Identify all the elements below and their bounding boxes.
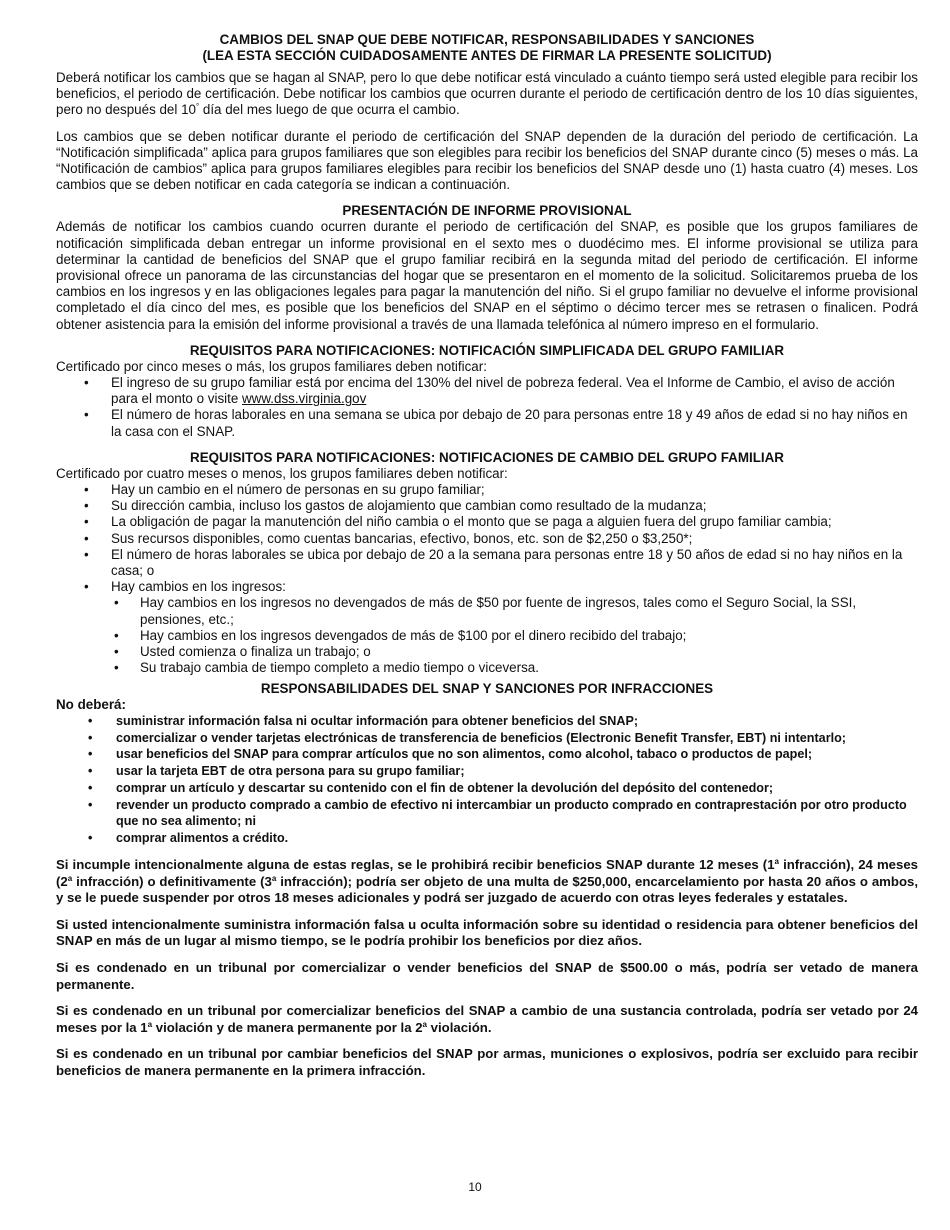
- penalty-paragraph-5: Si es condenado en un tribunal por cambiar beneficios del SNAP por armas, municiones o explosivos, podría ser excluido para recibir beneficios de manera permanente en la primera infracción.: [56, 1046, 918, 1079]
- list-item: • revender un producto comprado a cambio de efectivo ni intercambiar un producto comprado en contraprestación por otro producto que no sea alimento; ni: [56, 797, 918, 831]
- title-line-2: (LEA ESTA SECCIÓN CUIDADOSAMENTE ANTES DE FIRMAR LA PRESENTE SOLICITUD): [202, 48, 772, 63]
- penalties-lead: No deberá:: [56, 696, 126, 712]
- change-lead: Certificado por cuatro meses o menos, los grupos familiares deben notificar:: [56, 465, 508, 481]
- list-item: • suministrar información falsa ni ocultar información para obtener beneficios del SNAP;: [56, 713, 918, 730]
- document-page: [56, 32, 918, 1080]
- interim-paragraph: Además de notificar los cambios cuando ocurren durante el periodo de certificación del SNAP, es posible que los grupos familiares de notificación simplificada deban entregar un informe provisional en el sexto mes o duodécimo mes. El informe provisional se utiliza para determinar la cantidad de beneficios del SNAP que el grupo familiar recibirá en la segunda mitad del periodo de certificación. El informe provisional ofrece un panorama de las circunstancias del hogar que se presentaron en el momento de la solicitud. Solicitaremos prueba de los cambios en los ingresos y en las obligaciones legales para pagar la manutención del niño. Si el grupo familiar no devuelve el informe provisional completado el día cinco del mes, es posible que los beneficios del SNAP en el séptimo o décimo tercer mes se retrasen o finalicen. Podrá obtener asistencia para la emisión del informe provisional a través de una llamada telefónica al número impreso en el formulario.: [56, 219, 918, 332]
- list-item: • comprar un artículo y descartar su contenido con el fin de obtener la devolución del depósito del contenedor;: [56, 780, 918, 797]
- list-item: • Hay un cambio en el número de personas en su grupo familiar;: [56, 482, 918, 498]
- title-line-1: CAMBIOS DEL SNAP QUE DEBE NOTIFICAR, RESPONSABILIDADES Y SANCIONES: [219, 32, 755, 47]
- penalty-paragraph-2: Si usted intencionalmente suministra información falsa u oculta información sobre su identidad o residencia para obtener beneficios del SNAP en más de un lugar al mismo tiempo, se le podría prohibir los beneficios por diez años.: [56, 916, 918, 949]
- sublist-item: • Hay cambios en los ingresos no devengados de más de $50 por fuente de ingresos, tales como el Seguro Social, la SSI, pensiones, etc.;: [56, 595, 918, 627]
- page-title: [56, 32, 918, 64]
- list-item: • El número de horas laborales se ubica por debajo de 20 a la semana para personas entre 18 y 50 años de edad si no hay niños en la casa; o: [56, 547, 918, 579]
- prohibited-list: [56, 713, 918, 847]
- intro-paragraph-1: Deberá notificar los cambios que se hagan al SNAP, pero lo que debe notificar está vinculado a cuánto tiempo será usted elegible para recibir los beneficios, el periodo de certificación. Debe notificar los cambios que ocurren durante el periodo de certificación dentro de los 10 días siguientes, pero no después del 10° día del mes luego de que ocurra el cambio.: [56, 70, 918, 118]
- list-item: • usar la tarjeta EBT de otra persona para su grupo familiar;: [56, 763, 918, 780]
- sublist-item: • Su trabajo cambia de tiempo completo a medio tiempo o viceversa.: [56, 660, 918, 676]
- sublist-item: • Hay cambios en los ingresos devengados de más de $100 por el dinero recibido del trabajo;: [56, 628, 918, 644]
- list-item: • comercializar o vender tarjetas electrónicas de transferencia de beneficios (Electronic Benefit Transfer, EBT) ni intentarlo;: [56, 730, 918, 747]
- dss-website-link[interactable]: www.dss.virginia.gov: [242, 391, 367, 407]
- simplified-list: [56, 375, 918, 440]
- penalty-paragraph-3: Si es condenado en un tribunal por comercializar o vender beneficios del SNAP de $500.00 o más, podría ser vetado de manera permanente.: [56, 960, 918, 992]
- intro-paragraph-2: Los cambios que se deben notificar durante el periodo de certificación del SNAP dependen de la duración del periodo de certificación. La “Notificación simplificada” aplica para grupos familiares que son elegibles para recibir los beneficios del SNAP durante cinco (5) meses o más. La “Notificación de cambios” aplica para grupos familiares elegibles para recibir los beneficios del SNAP desde uno (1) hasta cuatro (4) meses. Los cambios que se deben notificar en cada categoría se indican a continuación.: [56, 128, 918, 193]
- page-number: 10: [468, 1180, 482, 1194]
- list-item: • El ingreso de su grupo familiar está por encima del 130% del nivel de pobreza federal. Vea el Informe de Cambio, el aviso de acción para el monto o visite www.dss.virginia.gov: [56, 375, 918, 407]
- change-list: [56, 482, 918, 676]
- interim-heading: PRESENTACIÓN DE INFORME PROVISIONAL: [342, 203, 632, 219]
- list-item: • La obligación de pagar la manutención del niño cambia o el monto que se paga a alguien fuera del grupo familiar cambia;: [56, 514, 918, 530]
- change-heading: REQUISITOS PARA NOTIFICACIONES: NOTIFICACIONES DE CAMBIO DEL GRUPO FAMILIAR: [190, 449, 784, 465]
- list-item: • Sus recursos disponibles, como cuentas bancarias, efectivo, bonos, etc. son de $2,250 o $3,250*;: [56, 531, 918, 547]
- list-item: • Hay cambios en los ingresos: • Hay cambios en los ingresos no devengados de más de $50 por fuente de ingresos, tales como el Seguro Social, la SSI, pensiones, etc.; • Hay cambios en los ingresos devengados de más de $100 por el dinero recibido del trabajo; • Usted comienza o finaliza un trabajo; o • Su trabajo cambia de tiempo completo a medio tiempo o viceversa.: [56, 579, 918, 676]
- income-sublist: [56, 595, 918, 676]
- simplified-heading: REQUISITOS PARA NOTIFICACIONES: NOTIFICACIÓN SIMPLIFICADA DEL GRUPO FAMILIAR: [189, 342, 785, 358]
- list-item: • El número de horas laborales en una semana se ubica por debajo de 20 para personas entre 18 y 49 años de edad si no hay niños en la casa con el SNAP.: [56, 407, 918, 439]
- penalty-paragraph-1: Si incumple intencionalmente alguna de estas reglas, se le prohibirá recibir beneficios SNAP durante 12 meses (1$^a$ infracción), 24 meses (2$^a$ infracción) o definitivamente (3$^a$ infracción); podría ser objeto de una multa de $250,000, encarcelamiento por hasta 20 años o ambos, y se le puede suspender por otros 18 meses adicionales y podrá ser juzgado de acuerdo con otras leyes federales y estatales.: [56, 857, 919, 906]
- penalty-paragraph-4: Si es condenado en un tribunal por comercializar beneficios del SNAP a cambio de una sustancia controlada, podría ser vetado por 24 meses por la 1$^a$ violación y de manera permanente por la 2$^a$ violación.: [56, 1003, 918, 1035]
- simplified-lead: Certificado por cinco meses o más, los grupos familiares deben notificar:: [56, 358, 487, 374]
- sublist-item: • Usted comienza o finaliza un trabajo; o: [56, 644, 918, 660]
- penalties-heading: RESPONSABILIDADES DEL SNAP Y SANCIONES POR INFRACCIONES: [260, 680, 714, 696]
- list-item: • Su dirección cambia, incluso los gastos de alojamiento que cambian como resultado de la mudanza;: [56, 498, 918, 514]
- list-item: • comprar alimentos a crédito.: [56, 830, 918, 847]
- list-item: • usar beneficios del SNAP para comprar artículos que no son alimentos, como alcohol, tabaco o productos de papel;: [56, 746, 918, 763]
